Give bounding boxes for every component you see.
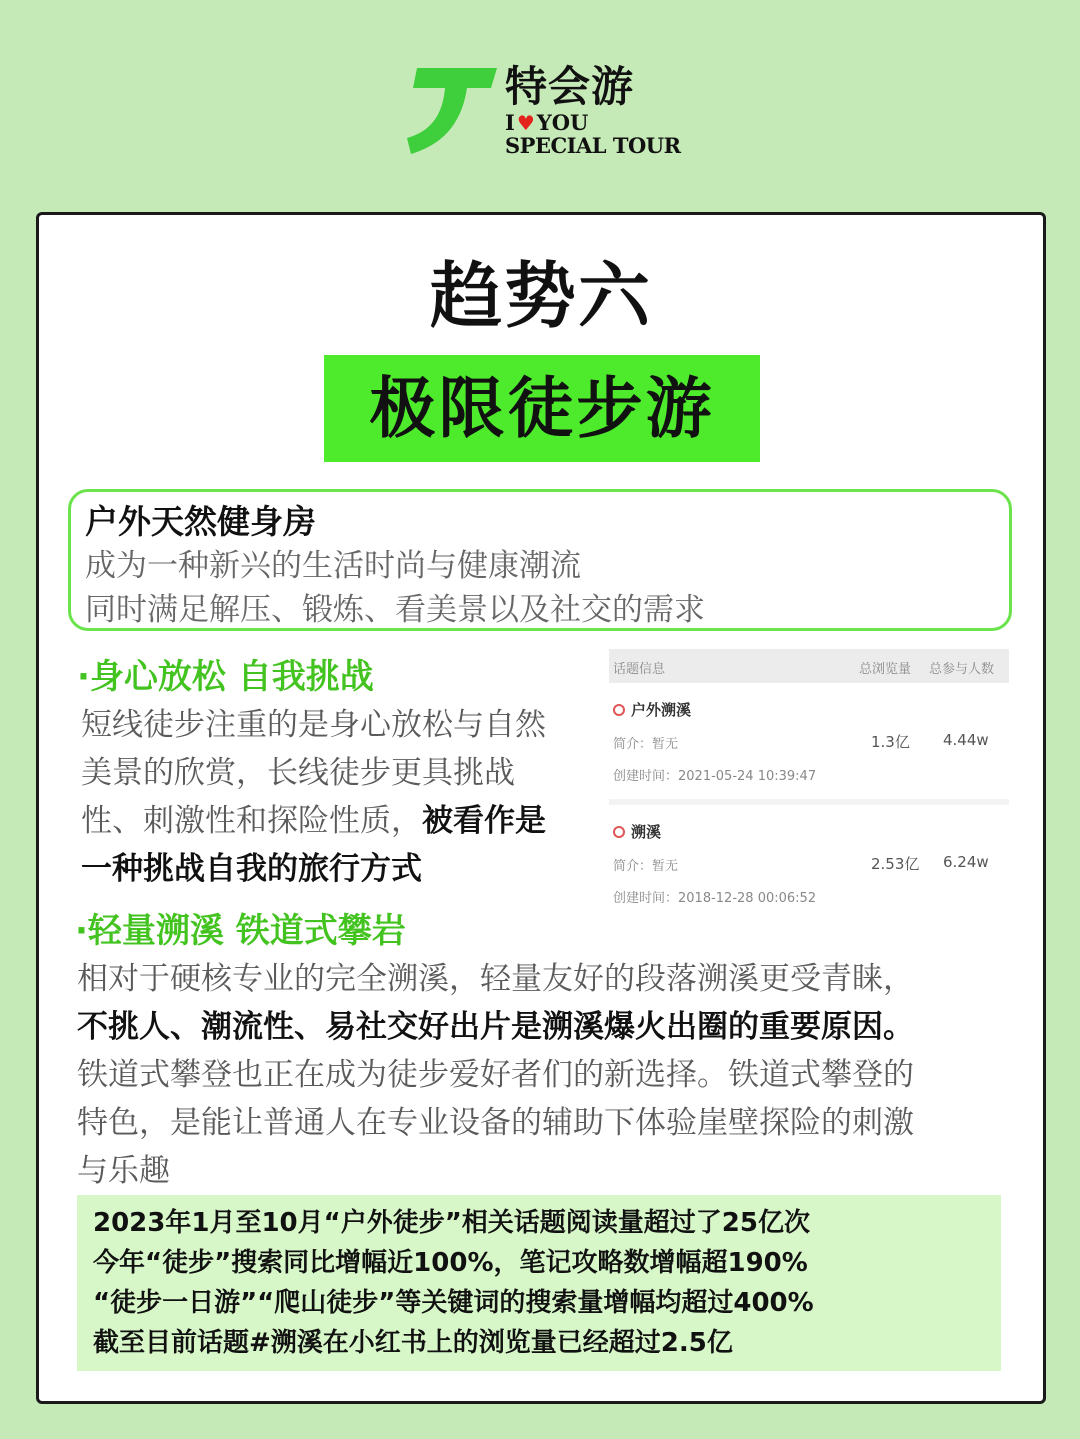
views-value: 1.3亿 xyxy=(871,733,910,751)
highlight-line: 同时满足解压、锻炼、看美景以及社交的需求 xyxy=(85,592,705,628)
section-heading-relax: ·身心放松 自我挑战 xyxy=(77,657,374,697)
stats-box xyxy=(77,1195,1001,1371)
topic-name: 户外溯溪 xyxy=(631,701,692,719)
intro-label: 简介： xyxy=(613,859,653,874)
topic-name: 溯溪 xyxy=(631,823,662,841)
para-line: 铁道式攀登也正在成为徒步爱好者们的新选择。铁道式攀登的 xyxy=(77,1057,914,1093)
logo-subtitle: SPECIAL TOUR xyxy=(505,133,681,158)
created-label: 创建时间： xyxy=(613,769,679,784)
table-header-views: 总浏览量 xyxy=(859,662,912,677)
logo-tagline xyxy=(505,112,588,134)
topic-banner-text: 极限徒步游 xyxy=(369,370,715,447)
para-line: 性、刺激性和探险性质， xyxy=(81,803,422,839)
para-line: 相对于硬核专业的完全溯溪，轻量友好的段落溯溪更受青睐， xyxy=(77,961,914,997)
intro-value: 暂无 xyxy=(652,859,679,874)
para-line: 特色，是能让普通人在专业设备的辅助下体验崖壁探险的刺激 xyxy=(77,1105,914,1141)
brand-logo xyxy=(405,62,695,162)
created-value: 2021-05-24 10:39:47 xyxy=(678,769,817,784)
table-row xyxy=(609,685,1009,795)
topic-icon xyxy=(613,826,625,838)
highlight-box xyxy=(68,489,1012,631)
table-header-users: 总参与人数 xyxy=(929,662,995,677)
para-bold: 一种挑战自我的旅行方式 xyxy=(81,851,422,887)
section-paragraph-stream xyxy=(77,955,1017,1195)
table-row xyxy=(609,807,1009,917)
topic-banner xyxy=(324,355,760,462)
stat-line: 2023年1月至10月“户外徒步”相关话题阅读量超过了25亿次 xyxy=(93,1208,810,1238)
created-value: 2018-12-28 00:06:52 xyxy=(678,891,817,906)
highlight-line: 成为一种新兴的生活时尚与健康潮流 xyxy=(85,548,581,584)
stat-line: “徒步一日游”“爬山徒步”等关键词的搜索量增幅均超过400% xyxy=(93,1288,814,1318)
users-value: 6.24w xyxy=(943,853,989,871)
created-label: 创建时间： xyxy=(613,891,679,906)
para-bold: 不挑人、潮流性、易社交好出片是溯溪爆火出圈的重要原因。 xyxy=(77,1009,914,1045)
section-heading-stream: ·轻量溯溪 铁道式攀岩 xyxy=(75,911,406,951)
table-header xyxy=(609,649,1009,683)
stat-line: 截至目前话题#溯溪在小红书上的浏览量已经超过2.5亿 xyxy=(93,1328,733,1358)
topic-icon xyxy=(613,704,625,716)
users-value: 4.44w xyxy=(943,731,989,749)
para-bold: 被看作是 xyxy=(422,803,546,839)
table-header-topic: 话题信息 xyxy=(613,662,666,677)
content-card xyxy=(36,212,1046,1404)
stat-line: 今年“徒步”搜索同比增幅近100%，笔记攻略数增幅超190% xyxy=(93,1248,808,1278)
section-paragraph-relax xyxy=(81,701,601,893)
logo-tagline-i: I xyxy=(505,110,515,135)
logo-name: 特会游 xyxy=(505,62,635,111)
page-title: 趋势六 xyxy=(429,253,652,338)
highlight-title: 户外天然健身房 xyxy=(85,502,316,541)
intro-value: 暂无 xyxy=(652,737,679,752)
para-line: 美景的欣赏，长线徒步更具挑战 xyxy=(81,755,515,791)
logo-tagline-you: YOU xyxy=(536,110,589,135)
para-line: 短线徒步注重的是身心放松与自然 xyxy=(81,707,546,743)
heart-icon: ♥ xyxy=(516,111,535,135)
logo-mark-icon xyxy=(405,64,501,156)
intro-label: 简介： xyxy=(613,737,653,752)
views-value: 2.53亿 xyxy=(871,855,920,873)
para-line: 与乐趣 xyxy=(77,1153,170,1189)
row-divider xyxy=(609,799,1009,805)
topic-stats-table xyxy=(609,649,1009,917)
